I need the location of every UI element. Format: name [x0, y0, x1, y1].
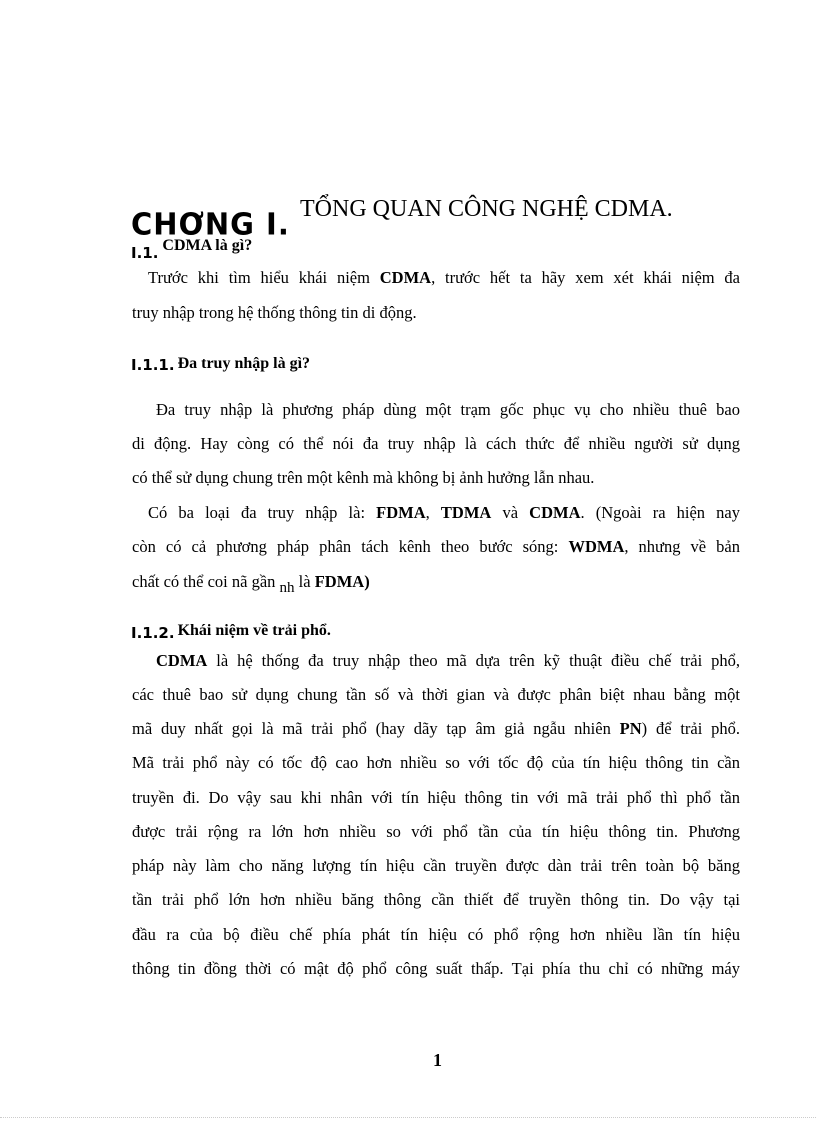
page-bottom-divider — [0, 1117, 816, 1118]
paragraph-line: các thuê bao sử dụng chung tần số và thời gian và được phân biệt nhau bằng một — [132, 685, 740, 704]
paragraph-line: mã duy nhất gọi là mã trải phổ (hay dãy tạp âm giả ngẫu nhiên PN) để trải phổ. — [132, 719, 740, 738]
paragraph-line: được trải rộng ra lớn hơn nhiều so với phổ tần của tín hiệu thông tin. Phương — [132, 822, 740, 841]
paragraph-line: truyền đi. Do vậy sau khi nhân với tín hiệu thông tin với mã trải phổ thì phổ tần — [132, 788, 740, 807]
paragraph-line: còn có cả phương pháp phân tách kênh theo bước sóng: WDMA, nhưng về bản — [132, 537, 740, 556]
paragraph-line: Có ba loại đa truy nhập là: FDMA, TDMA và CDMA. (Ngoài ra hiện nay — [148, 503, 740, 522]
heading-number: I.1.1. — [131, 356, 175, 374]
heading-number: I.1.2. — [131, 624, 175, 642]
page-number: 1 — [433, 1050, 442, 1070]
paragraph-line: tần trải phổ lớn hơn nhiều băng thông cần thiết để truyền thông tin. Do vậy tại — [132, 890, 740, 909]
chapter-title: TỔNG QUAN CÔNG NGHỆ CDMA. — [300, 196, 673, 222]
heading-title: CDMA là gì? — [162, 237, 253, 254]
paragraph-line: pháp này làm cho năng lượng tín hiệu cần truyền được dàn trải trên toàn bộ băng — [132, 856, 740, 875]
paragraph-line: chất có thể coi nã gần nh là FDMA) — [132, 572, 370, 596]
heading-title: Đa truy nhập là gì? — [177, 355, 311, 372]
paragraph-line: thông tin đồng thời có mật độ phổ công suất thấp. Tại phía thu chỉ có những máy — [132, 959, 740, 978]
heading-1-1-1 — [131, 356, 310, 375]
paragraph-line: Trước khi tìm hiểu khái niệm CDMA, trước hết ta hãy xem xét khái niệm đa — [148, 268, 740, 287]
paragraph-line: truy nhập trong hệ thống thông tin di động. — [132, 303, 417, 322]
paragraph-line: CDMA là hệ thống đa truy nhập theo mã dựa trên kỹ thuật điều chế trải phổ, — [156, 651, 740, 670]
heading-title: Khái niệm về trải phổ. — [177, 622, 331, 639]
paragraph-line: di động. Hay còng có thể nói đa truy nhập là cách thức để nhiều người sử dụng — [132, 434, 740, 453]
paragraph-line: Mã trải phổ này có tốc độ cao hơn nhiều so với tốc độ của tín hiệu thông tin cần — [132, 753, 740, 772]
paragraph-line: có thể sử dụng chung trên một kênh mà không bị ảnh hưởng lẫn nhau. — [132, 468, 595, 487]
heading-1-1-2 — [131, 624, 331, 643]
heading-1-1 — [131, 237, 253, 263]
chapter-label: CHƠNG I. — [131, 206, 290, 242]
paragraph-line: Đa truy nhập là phương pháp dùng một trạm gốc phục vụ cho nhiều thuê bao — [156, 400, 740, 419]
paragraph-line: đầu ra của bộ điều chế phía phát tín hiệu có phổ rộng hơn nhiều lần tín hiệu — [132, 925, 740, 944]
heading-number: I.1. — [131, 244, 159, 262]
